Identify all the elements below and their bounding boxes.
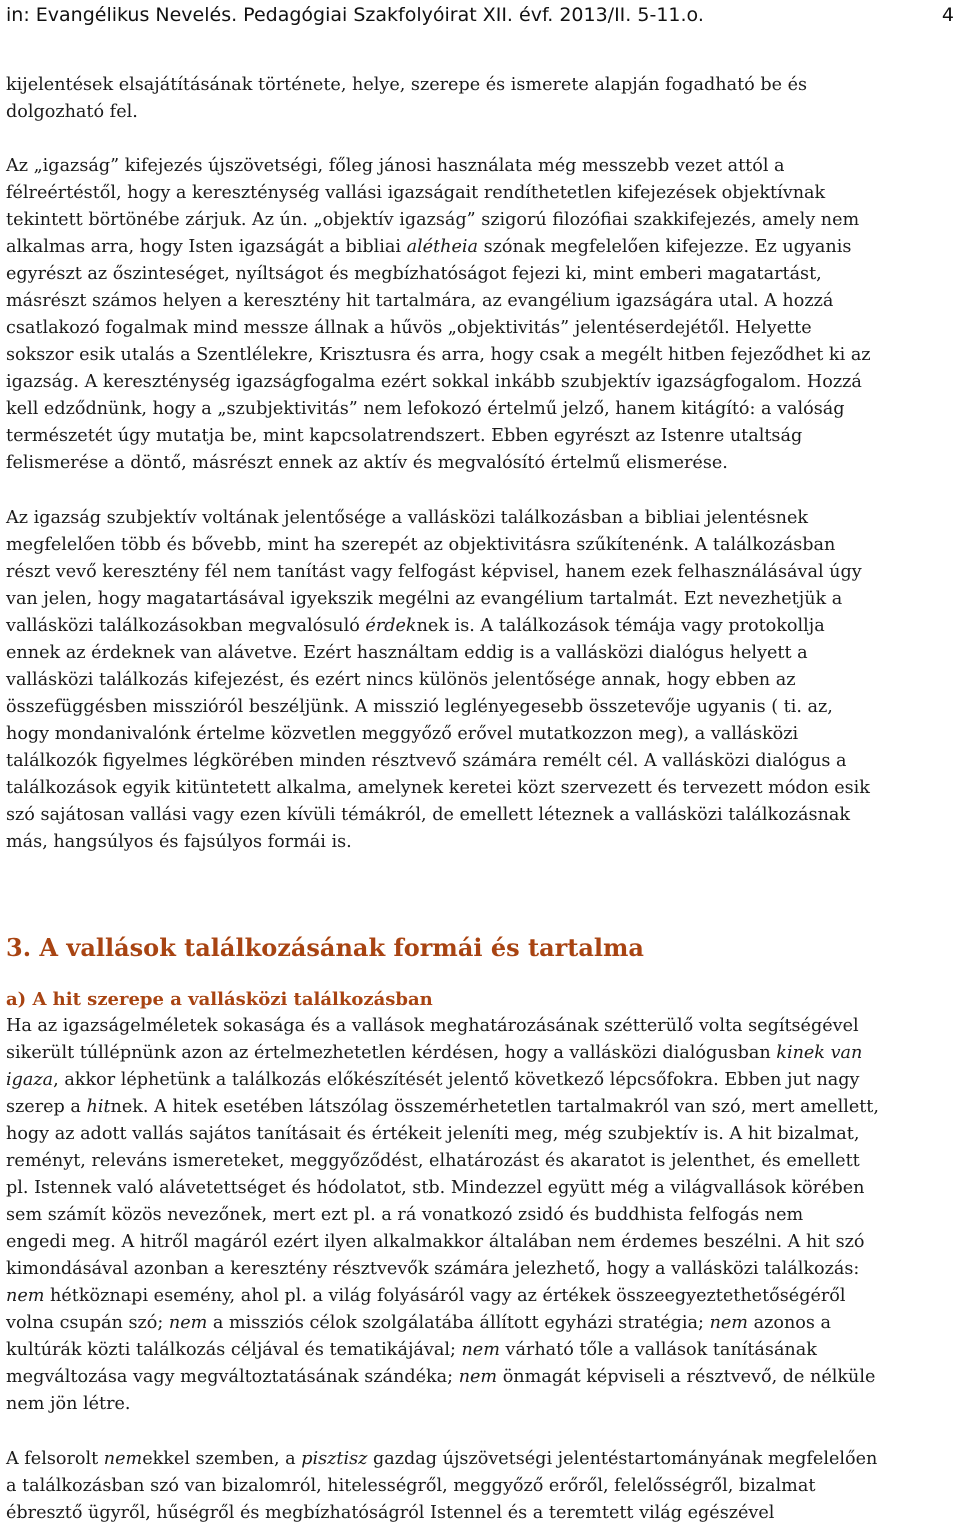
text-line: Az igazság szubjektív voltának jelentősége a vallásközi találkozásban a bibliai jelentésnek [6,508,809,528]
text-line: sem számít közös nevezőnek, mert ezt pl. a rá vonatkozó zsidó és buddhista felfogás nem [6,1205,804,1225]
text-line: ennek az érdeknek van alávetve. Ezért használtam eddig is a vallásközi dialógus helyett a [6,643,808,663]
text-line: reményt, releváns ismereteket, meggyőződést, elhatározást és akaratot is jelenthet, és emellett [6,1151,860,1171]
paragraph [6,1013,952,1418]
paragraph [6,72,952,126]
text-line: tekintett börtönébe zárjuk. Az ún. „objektív igazság” szigorú filozófiai szakkifejezés, amely nem [6,210,860,230]
text-line: találkozók figyelmes légkörében minden résztvevő számára remélt cél. A vallásközi dialógus a [6,751,847,771]
text-line: félreértéstől, hogy a kereszténység vallási igazságait rendíthetetlen kifejezések objektívnak [6,183,826,203]
emphasis: nem [458,1367,498,1387]
emphasis: pisztisz [301,1449,368,1469]
emphasis: nem [461,1340,500,1360]
journal-citation: in: Evangélikus Nevelés. Pedagógiai Szakfolyóirat XII. évf. 2013/II. 5-11.o. [6,4,704,26]
text-line: igaza, akkor léphetünk a találkozás előkészítését jelentő következő lépcsőfokra. Ebben jut nagy [6,1070,860,1090]
emphasis: nem [709,1313,748,1333]
text-line: kultúrák közti találkozás céljával és tematikájával; nem várható tőle a vallások tanításának [6,1340,817,1360]
text-line: sokszor esik utalás a Szentlélekre, Krisztusra és arra, hogy csak a megélt hitben fejeződhet ki az [6,345,871,365]
text-line: Az „igazság” kifejezés újszövetségi, főleg jánosi használata még messzebb vezet attól a [6,156,785,176]
text-line: találkozások egyik kitüntetett alkalma, amelynek keretei közt szervezett és tervezett módon esik [6,778,870,798]
page-number: 4 [941,4,954,26]
text-line: engedi meg. A hitről magáról ezért ilyen alkalmakkor általában nem érdemes beszélni. A hit szó [6,1232,865,1252]
text-line: természetét úgy mutatja be, mint kapcsolatrendszert. Ebben egyrészt az Istenre utaltság [6,426,803,446]
text-line: szó sajátosan vallási vagy ezen kívüli témákról, de emellett léteznek a vallásközi találkozásnak [6,805,851,825]
text-line: kell edződnünk, hogy a „szubjektivitás” nem lefokozó értelmű jelző, hanem kitágító: a valóság [6,399,845,419]
text-line: igazság. A kereszténység igazságfogalma ezért sokkal inkább szubjektív igazságfogalom. Hozzá [6,372,862,392]
emphasis: igaza [6,1070,54,1090]
text-line: nem hétköznapi esemény, ahol pl. a világ folyásáról vagy az értékek összeegyeztethetőségéről [6,1286,846,1306]
text-line: dolgozható fel. [6,102,138,122]
text-line: más, hangsúlyos és fajsúlyos formái is. [6,832,352,852]
text-line: ébresztő ügyről, hűségről és megbízhatóságról Istennel és a teremtett világ egészével [6,1503,775,1523]
text-line: van jelen, hogy magatartásával igyekszik megélni az evangélium tartalmát. Ezt nevezhetjük a [6,589,843,609]
emphasis: alétheia [406,237,479,257]
text-line: kijelentések elsajátításának története, helye, szerepe és ismerete alapján fogadható be és [6,75,808,95]
text-line: összefüggésben misszióról beszéljünk. A misszió leglényegesebb összetevője ugyanis ( ti. az, [6,697,833,717]
paragraph [6,505,952,856]
text-line: alkalmas arra, hogy Isten igazságát a bibliai alétheia szónak megfelelően kifejezze. Ez ugyanis [6,237,852,257]
section-heading: 3. A vallások találkozásának formái és tartalma [6,933,644,962]
text-line: hogy az adott vallás sajátos tanításait és értékeit jeleníti meg, még szubjektív is. A hit bizalmat, [6,1124,860,1144]
text-line: egyrészt az őszinteséget, nyíltságot és megbízhatóságot fejezi ki, mint emberi magatartást, [6,264,822,284]
text-line: pl. Istennek való alávetettséget és hódolatot, stb. Mindezzel együtt még a világvallások körében [6,1178,865,1198]
text-line: Ha az igazságelméletek sokasága és a vallások meghatározásának szétterülő volta segítségével [6,1016,859,1036]
text-line: hogy mondanivalónk értelme közvetlen meggyőző erővel mutatkozzon meg), a vallásközi [6,724,799,744]
emphasis: hit [86,1097,111,1117]
emphasis: nem [103,1449,143,1469]
emphasis: nem [168,1313,208,1333]
text-line: kimondásával azonban a keresztény résztvevők számára jelezhető, hogy a vallásközi találkozás: [6,1259,860,1279]
running-header [6,3,954,27]
text-line: részt vevő keresztény fél nem tanítást vagy felfogást képvisel, hanem ezek felhasználásával úgy [6,562,862,582]
emphasis: kinek van [776,1043,863,1063]
subsection-heading: a) A hit szerepe a vallásközi találkozásban [6,989,433,1010]
paragraph [6,1446,952,1527]
text-line: felismerése a döntő, másrészt ennek az aktív és megvalósító értelmű elismerése. [6,453,728,473]
text-line: megfelelően több és bővebb, mint ha szerepét az objektivitásra szűkítenénk. A találkozásban [6,535,836,555]
text-line: a találkozásban szó van bizalomról, hitelességről, meggyőző erőről, felelősségről, bizalmat [6,1476,816,1496]
text-line: sikerült túllépnünk azon az értelmezhetetlen kérdésen, hogy a vallásközi dialógusban kinek van [6,1043,863,1063]
text-line: megváltozása vagy megváltoztatásának szándéka; nem önmagát képviseli a résztvevő, de nélküle [6,1367,876,1387]
text-line: volna csupán szó; nem a missziós célok szolgálatába állított egyházi stratégia; nem azonos a [6,1313,831,1333]
text-line: másrészt számos helyen a keresztény hit tartalmára, az evangélium igazságára utal. A hozzá [6,291,834,311]
emphasis: érdek [365,616,417,636]
text-line: nem jön létre. [6,1394,131,1414]
text-line: szerep a hitnek. A hitek esetében látszólag összemérhetetlen tartalmakról van szó, mert amellett, [6,1097,879,1117]
emphasis: nem [6,1286,45,1306]
text-line: vallásközi találkozásokban megvalósuló érdeknek is. A találkozások témája vagy protokollja [6,616,825,636]
text-line: vallásközi találkozás kifejezést, és ezért nincs különös jelentősége annak, hogy ebben az [6,670,796,690]
text-line: csatlakozó fogalmak mind messze állnak a hűvös „objektivitás” jelentéserdejétől. Helyette [6,318,812,338]
paragraph [6,153,952,477]
text-line: A felsorolt nemekkel szemben, a pisztisz gazdag újszövetségi jelentéstartományának megfelelően [6,1449,878,1469]
